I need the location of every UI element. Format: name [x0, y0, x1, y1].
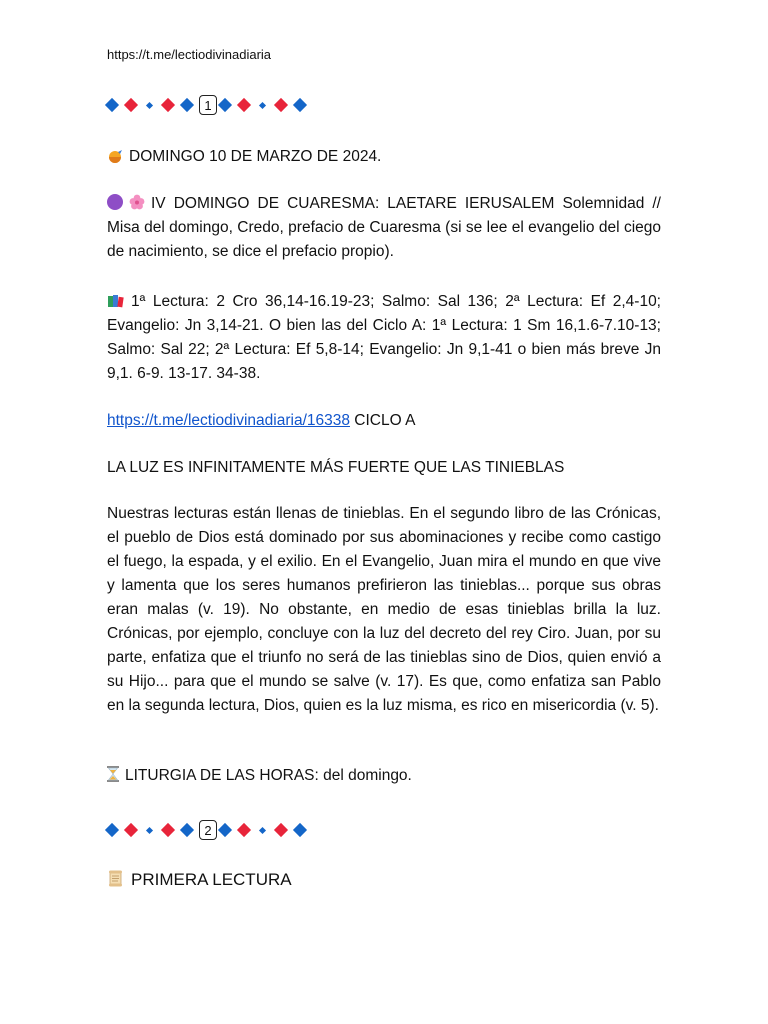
- red-diamond-icon: [124, 823, 138, 837]
- cherry-blossom-icon: [129, 194, 145, 210]
- red-diamond-icon: [237, 823, 251, 837]
- cycle-link[interactable]: https://t.me/lectiodivinadiaria/16338: [107, 412, 350, 429]
- liturgy-text: LITURGIA DE LAS HORAS: del domingo.: [125, 767, 412, 784]
- blue-diamond-icon: [218, 823, 232, 837]
- sun-rising-icon: [107, 147, 123, 161]
- divider-2: [107, 819, 314, 841]
- blue-diamond-icon: [218, 98, 232, 112]
- red-diamond-icon: [124, 98, 138, 112]
- first-reading-heading: [107, 868, 661, 892]
- scroll-icon: [107, 869, 125, 887]
- small-blue-diamond-icon: [259, 826, 266, 833]
- small-blue-diamond-icon: [146, 826, 153, 833]
- red-diamond-icon: [237, 98, 251, 112]
- books-icon: [107, 292, 125, 306]
- blue-diamond-icon: [180, 98, 194, 112]
- readings-paragraph: [107, 290, 661, 386]
- date-line: [107, 145, 661, 169]
- section-title: LA LUZ ES INFINITAMENTE MÁS FUERTE QUE LAS TINIEBLAS: [107, 459, 565, 476]
- blue-diamond-icon: [180, 823, 194, 837]
- divider-1: [107, 94, 314, 116]
- purple-circle-icon: [107, 194, 123, 210]
- cycle-line: [107, 409, 661, 433]
- blue-diamond-icon: [105, 98, 119, 112]
- first-reading-text: PRIMERA LECTURA: [131, 870, 292, 889]
- body-paragraph: Nuestras lecturas están llenas de tinieblas. En el segundo libro de las Crónicas, el pueblo de Dios está dominado por sus abominaciones y recibe como castigo el fuego, la espada, y el exilio. En el Evangelio, Juan mira el mundo en que vive y lamenta que los seres humanos prefirieron las tinieblas... porque sus obras eran malas (v. 19). No obstante, en medio de esas tinieblas brilla la luz. Crónicas, por ejemplo, concluye con la luz del decreto del rey Ciro. Juan, por su parte, enfatiza que el triunfo no será de las tinieblas sino de Dios, quien envió a su Hijo... para que el mundo se salve (v. 17). Es que, como enfatiza san Pablo en la segunda lectura, Dios, quien es la luz misma, es rico en misericordia (v. 5).: [107, 505, 661, 714]
- blue-diamond-icon: [105, 823, 119, 837]
- keycap-number: 2: [199, 820, 217, 840]
- feast-paragraph: [107, 192, 661, 264]
- red-diamond-icon: [161, 98, 175, 112]
- keycap-number: 1: [199, 95, 217, 115]
- hourglass-icon: [107, 766, 119, 782]
- liturgy-line: [107, 764, 661, 788]
- feast-text: IV DOMINGO DE CUARESMA: LAETARE IERUSALEM Solemnidad // Misa del domingo, Credo, prefacio de Cuaresma (si se lee el evangelio del ciego de nacimiento, se dice el prefacio propio).: [107, 195, 661, 260]
- header-url[interactable]: https://t.me/lectiodivinadiaria: [107, 47, 272, 62]
- readings-text: 1ª Lectura: 2 Cro 36,14-16.19-23; Salmo: Sal 136; 2ª Lectura: Ef 2,4-10; Evangelio: Jn 3,14-21. O bien las del Ciclo A: 1ª Lectura: 1 Sm 16,1.6-7.10-13; Salmo: Sal 22; 2ª Lectura: Ef 5,8-14; Evangelio: Jn 9,1-41 o bien más breve Jn 9,1. 6-9. 13-17. 34-38.: [107, 293, 661, 382]
- small-blue-diamond-icon: [146, 101, 153, 108]
- date-text: DOMINGO 10 DE MARZO DE 2024.: [129, 148, 382, 165]
- red-diamond-icon: [274, 98, 288, 112]
- cycle-suffix: CICLO A: [354, 412, 416, 429]
- small-blue-diamond-icon: [259, 101, 266, 108]
- blue-diamond-icon: [293, 823, 307, 837]
- blue-diamond-icon: [293, 98, 307, 112]
- red-diamond-icon: [161, 823, 175, 837]
- red-diamond-icon: [274, 823, 288, 837]
